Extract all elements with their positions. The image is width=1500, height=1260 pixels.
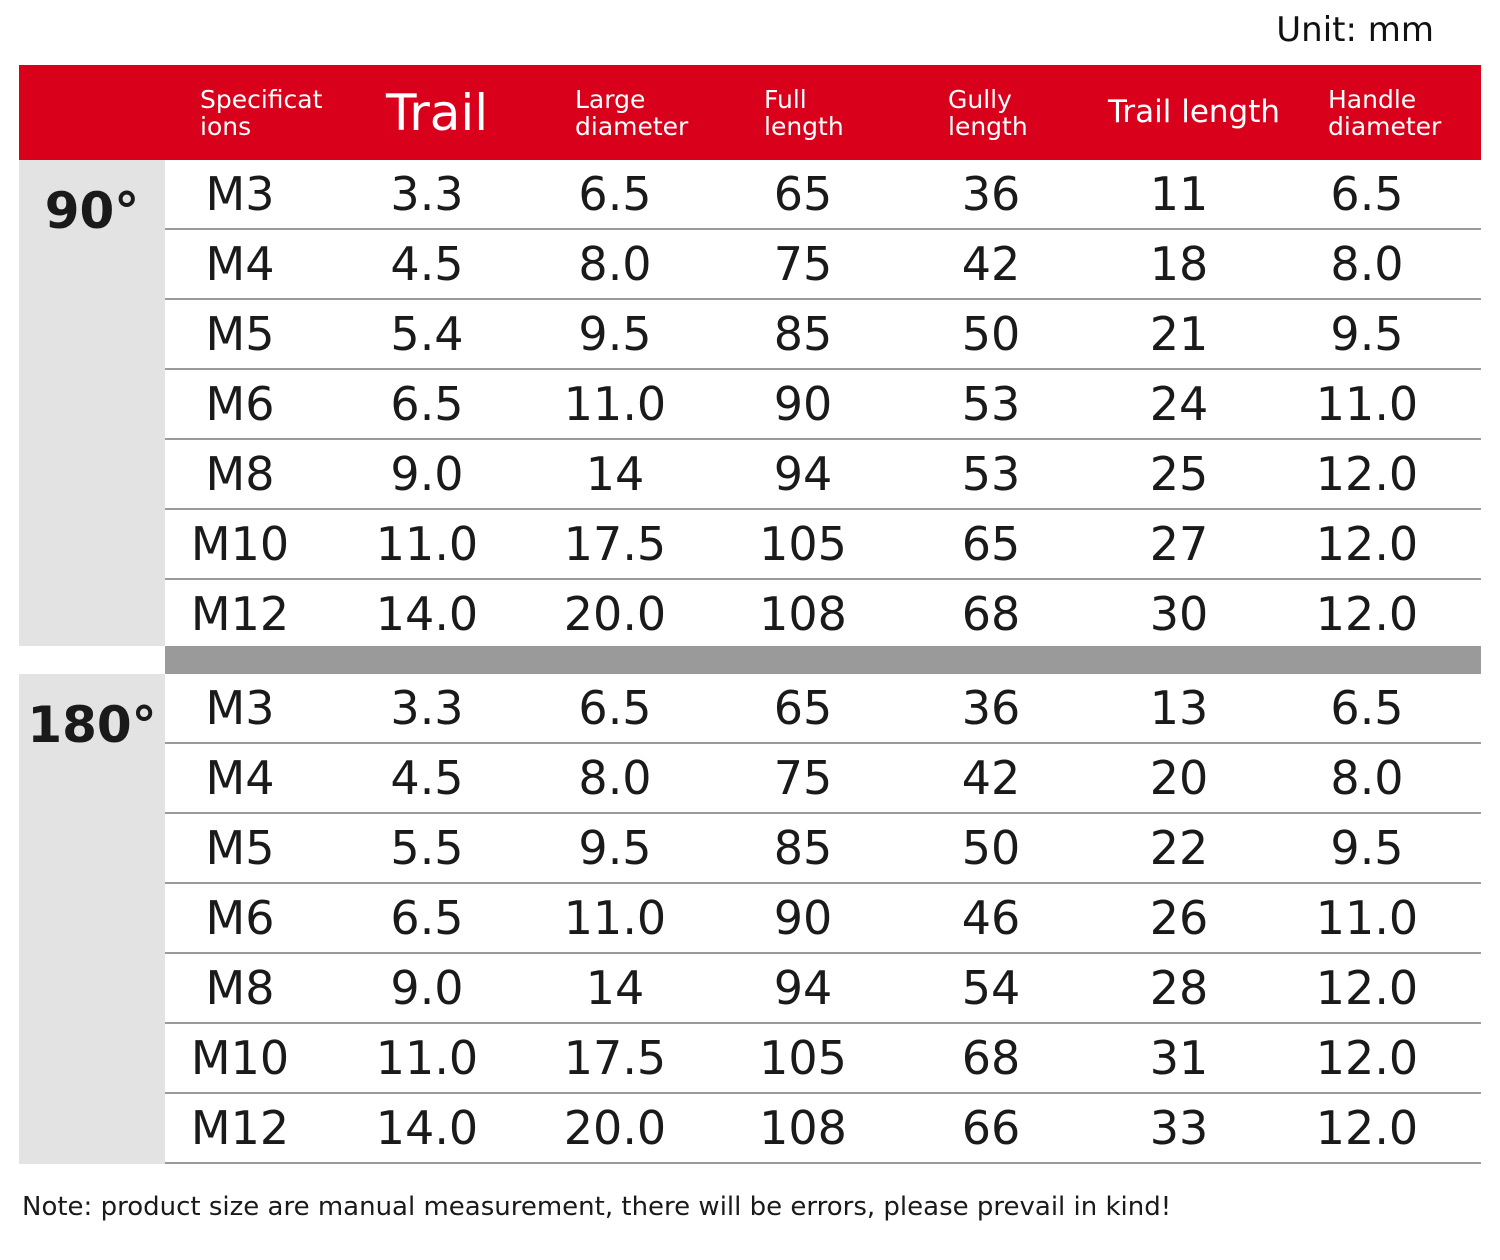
value-cell: 50	[961, 307, 1021, 361]
value-cell: 36	[961, 167, 1021, 221]
value-cell: 20	[1149, 751, 1209, 805]
value-cell: 27	[1149, 517, 1209, 571]
value-cell: 11.0	[375, 517, 479, 571]
value-cell: 12.0	[1315, 517, 1419, 571]
value-cell: 28	[1149, 961, 1209, 1015]
value-cell: 11.0	[375, 1031, 479, 1085]
value-cell: 105	[759, 517, 847, 571]
value-cell: 68	[961, 1031, 1021, 1085]
value-cell: 24	[1149, 377, 1209, 431]
value-cell: 8.0	[578, 237, 652, 291]
value-cell: 8.0	[578, 751, 652, 805]
value-cell: 13	[1149, 681, 1209, 735]
spec-cell: M5	[205, 307, 275, 361]
value-cell: 46	[961, 891, 1021, 945]
value-cell: 85	[773, 307, 833, 361]
spec-cell: M12	[190, 1101, 290, 1155]
value-cell: 8.0	[1330, 751, 1404, 805]
spec-cell: M6	[205, 891, 275, 945]
angle-label: 180°	[27, 696, 157, 754]
header-gully-length: Gully length	[948, 84, 1028, 141]
table-header	[19, 65, 1481, 160]
value-cell: 18	[1149, 237, 1209, 291]
table-row	[165, 300, 1481, 370]
value-cell: 11	[1149, 167, 1209, 221]
value-cell: 9.5	[578, 307, 652, 361]
value-cell: 20.0	[563, 1101, 667, 1155]
value-cell: 17.5	[563, 517, 667, 571]
spec-cell: M12	[190, 587, 290, 641]
header-trail: Trail	[386, 83, 489, 142]
value-cell: 30	[1149, 587, 1209, 641]
value-cell: 90	[773, 377, 833, 431]
value-cell: 6.5	[1330, 167, 1404, 221]
value-cell: 11.0	[1315, 377, 1419, 431]
value-cell: 25	[1149, 447, 1209, 501]
table-row	[165, 1094, 1481, 1164]
value-cell: 65	[961, 517, 1021, 571]
spec-cell: M8	[205, 447, 275, 501]
value-cell: 12.0	[1315, 1101, 1419, 1155]
value-cell: 17.5	[563, 1031, 667, 1085]
table-row	[165, 160, 1481, 230]
value-cell: 12.0	[1315, 1031, 1419, 1085]
value-cell: 68	[961, 587, 1021, 641]
value-cell: 21	[1149, 307, 1209, 361]
value-cell: 65	[773, 681, 833, 735]
value-cell: 33	[1149, 1101, 1209, 1155]
table-row	[165, 440, 1481, 510]
table-row	[165, 1024, 1481, 1094]
value-cell: 4.5	[390, 237, 464, 291]
table-row	[165, 230, 1481, 300]
value-cell: 12.0	[1315, 447, 1419, 501]
value-cell: 94	[773, 447, 833, 501]
value-cell: 42	[961, 751, 1021, 805]
value-cell: 31	[1149, 1031, 1209, 1085]
value-cell: 5.4	[390, 307, 464, 361]
spec-cell: M8	[205, 961, 275, 1015]
value-cell: 9.5	[1330, 821, 1404, 875]
value-cell: 20.0	[563, 587, 667, 641]
value-cell: 94	[773, 961, 833, 1015]
value-cell: 50	[961, 821, 1021, 875]
value-cell: 14	[585, 961, 645, 1015]
value-cell: 105	[759, 1031, 847, 1085]
value-cell: 11.0	[563, 891, 667, 945]
unit-label: Unit: mm	[1276, 10, 1434, 50]
value-cell: 11.0	[563, 377, 667, 431]
value-cell: 14.0	[375, 587, 479, 641]
header-full-length: Full length	[764, 84, 844, 141]
value-cell: 14	[585, 447, 645, 501]
value-cell: 22	[1149, 821, 1209, 875]
value-cell: 6.5	[578, 681, 652, 735]
value-cell: 85	[773, 821, 833, 875]
header-large-diameter: Large diameter	[575, 84, 689, 141]
value-cell: 8.0	[1330, 237, 1404, 291]
table-row	[165, 580, 1481, 650]
value-cell: 90	[773, 891, 833, 945]
table-row	[165, 674, 1481, 744]
section-divider	[165, 646, 1481, 674]
value-cell: 75	[773, 237, 833, 291]
value-cell: 12.0	[1315, 961, 1419, 1015]
value-cell: 108	[759, 1101, 847, 1155]
table-row	[165, 814, 1481, 884]
value-cell: 9.0	[390, 447, 464, 501]
spec-cell: M10	[190, 1031, 290, 1085]
angle-label: 90°	[44, 182, 140, 240]
spec-cell: M3	[205, 167, 275, 221]
value-cell: 75	[773, 751, 833, 805]
value-cell: 6.5	[390, 377, 464, 431]
spec-cell: M3	[205, 681, 275, 735]
value-cell: 3.3	[390, 681, 464, 735]
header-trail-length: Trail length	[1108, 93, 1281, 130]
value-cell: 5.5	[390, 821, 464, 875]
value-cell: 4.5	[390, 751, 464, 805]
spec-cell: M10	[190, 517, 290, 571]
value-cell: 53	[961, 447, 1021, 501]
table-row	[165, 510, 1481, 580]
footnote: Note: product size are manual measurement, there will be errors, please prevail in kind!	[22, 1192, 1172, 1222]
table-row	[165, 884, 1481, 954]
spec-cell: M4	[205, 751, 275, 805]
spec-cell: M4	[205, 237, 275, 291]
header-handle-diameter: Handle diameter	[1328, 84, 1442, 141]
value-cell: 42	[961, 237, 1021, 291]
header-specifications: Specificat ions	[200, 84, 323, 141]
value-cell: 6.5	[390, 891, 464, 945]
table-row	[165, 954, 1481, 1024]
spec-cell: M5	[205, 821, 275, 875]
spec-cell: M6	[205, 377, 275, 431]
value-cell: 108	[759, 587, 847, 641]
table-row	[165, 744, 1481, 814]
value-cell: 11.0	[1315, 891, 1419, 945]
value-cell: 6.5	[578, 167, 652, 221]
section-180	[19, 674, 1481, 1164]
value-cell: 36	[961, 681, 1021, 735]
value-cell: 6.5	[1330, 681, 1404, 735]
value-cell: 12.0	[1315, 587, 1419, 641]
value-cell: 14.0	[375, 1101, 479, 1155]
value-cell: 9.5	[1330, 307, 1404, 361]
value-cell: 65	[773, 167, 833, 221]
value-cell: 9.5	[578, 821, 652, 875]
value-cell: 66	[961, 1101, 1021, 1155]
table-row	[165, 370, 1481, 440]
value-cell: 26	[1149, 891, 1209, 945]
value-cell: 9.0	[390, 961, 464, 1015]
value-cell: 3.3	[390, 167, 464, 221]
section-90	[19, 160, 1481, 646]
value-cell: 53	[961, 377, 1021, 431]
value-cell: 54	[961, 961, 1021, 1015]
